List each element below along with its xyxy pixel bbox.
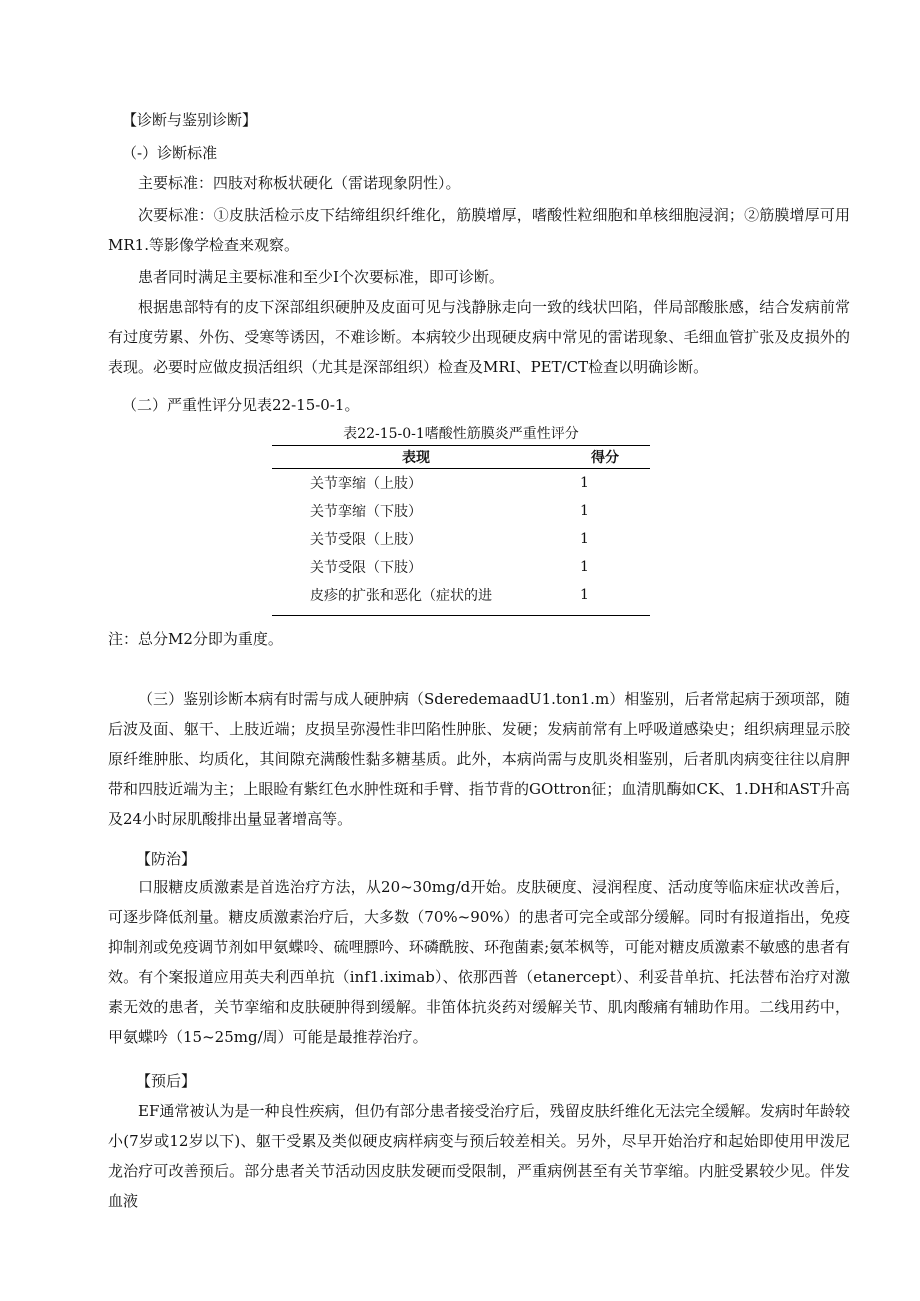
header-manifestation: 表现	[272, 446, 560, 469]
treatment-heading: 【防治】	[136, 850, 197, 868]
table-cell-manifestation: 关节挛缩（上肢）	[310, 476, 422, 492]
treatment-text: 口服糖皮质激素是首选治疗方法，从20~30mg/d开始。皮肤硬度、浸润程度、活动度等临床症状改善后，可逐步降低剂量。糖皮质激素治疗后，大多数（70%~90%）的患者可完全或部分缓解。同时有报道指出，免疫抑制剂或免疫调节剂如甲氨蝶呤、硫哩膘吟、环磷酰胺、环孢菌素;氨苯枫等，可能对糖皮质激素不敏感的患者有效。有个案报道应用英夫利西单抗（inf1.iximab）、依那西普（etanercept）、利妥昔单抗、托法替布治疗对激素无效的患者，关节挛缩和皮肤硬肿得到缓解。非笛体抗炎药对缓解关节、肌肉酸痛有辅助作用。二线用药中，甲氨蝶吟（15~25mg/周）可能是最推荐治疗。	[108, 878, 850, 1046]
table-cell-manifestation: 皮疹的扩张和恶化（症状的进	[310, 588, 492, 604]
severity-subheading: （二）严重性评分见表22-15-0-1。	[122, 396, 360, 414]
major-criteria: 主要标准：四肢对称板状硬化（雷诺现象阴性）。	[138, 174, 461, 192]
diagnosis-subheading: （-）诊断标准	[122, 144, 218, 162]
table-bottom-rule	[272, 615, 650, 616]
table-cell-score: 1	[580, 587, 589, 603]
table-cell-score: 1	[580, 503, 589, 519]
table-row	[272, 469, 650, 498]
minor-criteria: 次要标准：①皮肤活检示皮下结缔组织纤维化，筋膜增厚，嗜酸性粒细胞和单核细胞浸润；②筋膜增厚可用MR1.等影像学检查来观察。	[108, 206, 850, 254]
table-cell-manifestation: 关节挛缩（下肢）	[310, 504, 422, 520]
prognosis-heading: 【预后】	[136, 1072, 197, 1090]
table-cell-manifestation: 关节受限（下肢）	[310, 560, 422, 576]
header-score: 得分	[560, 446, 650, 469]
table-row	[272, 581, 650, 609]
table-cell-score: 1	[580, 559, 589, 575]
table-cell-score: 1	[580, 475, 589, 491]
table-cell-manifestation: 关节受限（上肢）	[310, 532, 422, 548]
table-cell-score: 1	[580, 531, 589, 547]
differential-diagnosis: （三）鉴别诊断本病有时需与成人硬肿病（SderedemaadU1.ton1.m）相鉴别，后者常起病于颈项部，随后波及面、躯干、上肢近端；皮损呈弥漫性非凹陷性肿胀、发硬；发病前常有上呼吸道感染史；组织病理显示胶原纤维肿胀、均质化，其间隙充满酸性黏多糖基质。此外，本病尚需与皮肌炎相鉴别，后者肌肉病变往往以肩胛带和四肢近端为主；上眼睑有紫红色水肿性斑和手臂、指节背的GOttron征；血清肌酶如CK、1.DH和AST升高及24小时尿肌酸排出量显著增高等。	[108, 690, 850, 828]
table-row	[272, 497, 650, 525]
table-row	[272, 525, 650, 553]
prognosis-text: EF通常被认为是一种良性疾病，但仍有部分患者接受治疗后，残留皮肤纤维化无法完全缓解。发病时年龄较小(7岁或12岁以下)、躯干受累及类似硬皮病样病变与预后较差相关。另外，尽早开始治疗和起始即使用甲泼尼龙治疗可改善预后。部分患者关节活动因皮肤发硬而受限制，严重病例甚至有关节挛缩。内脏受累较少见。伴发血液	[108, 1102, 850, 1210]
diagnosis-description: 根据患部特有的皮下深部组织硬肿及皮面可见与浅静脉走向一致的线状凹陷，伴局部酸胀感，结合发病前常有过度劳累、外伤、受寒等诱因，不难诊断。本病较少出现硬皮病中常见的雷诺现象、毛细血管扩张及皮损外的表现。必要时应做皮损活组织（尤其是深部组织）检查及MRI、PET/CT检查以明确诊断。	[108, 298, 850, 376]
table-caption: 表22-15-0-1嗜酸性筋膜炎严重性评分	[343, 426, 579, 442]
table-header-row	[272, 446, 650, 469]
table-row	[272, 553, 650, 581]
severity-table	[272, 446, 650, 609]
table-note: 注：总分M2分即为重度。	[108, 630, 283, 648]
diagnosis-heading: 【诊断与鉴别诊断】	[122, 111, 258, 129]
diagnosis-criteria: 患者同时满足主要标准和至少I个次要标准，即可诊断。	[138, 268, 504, 286]
